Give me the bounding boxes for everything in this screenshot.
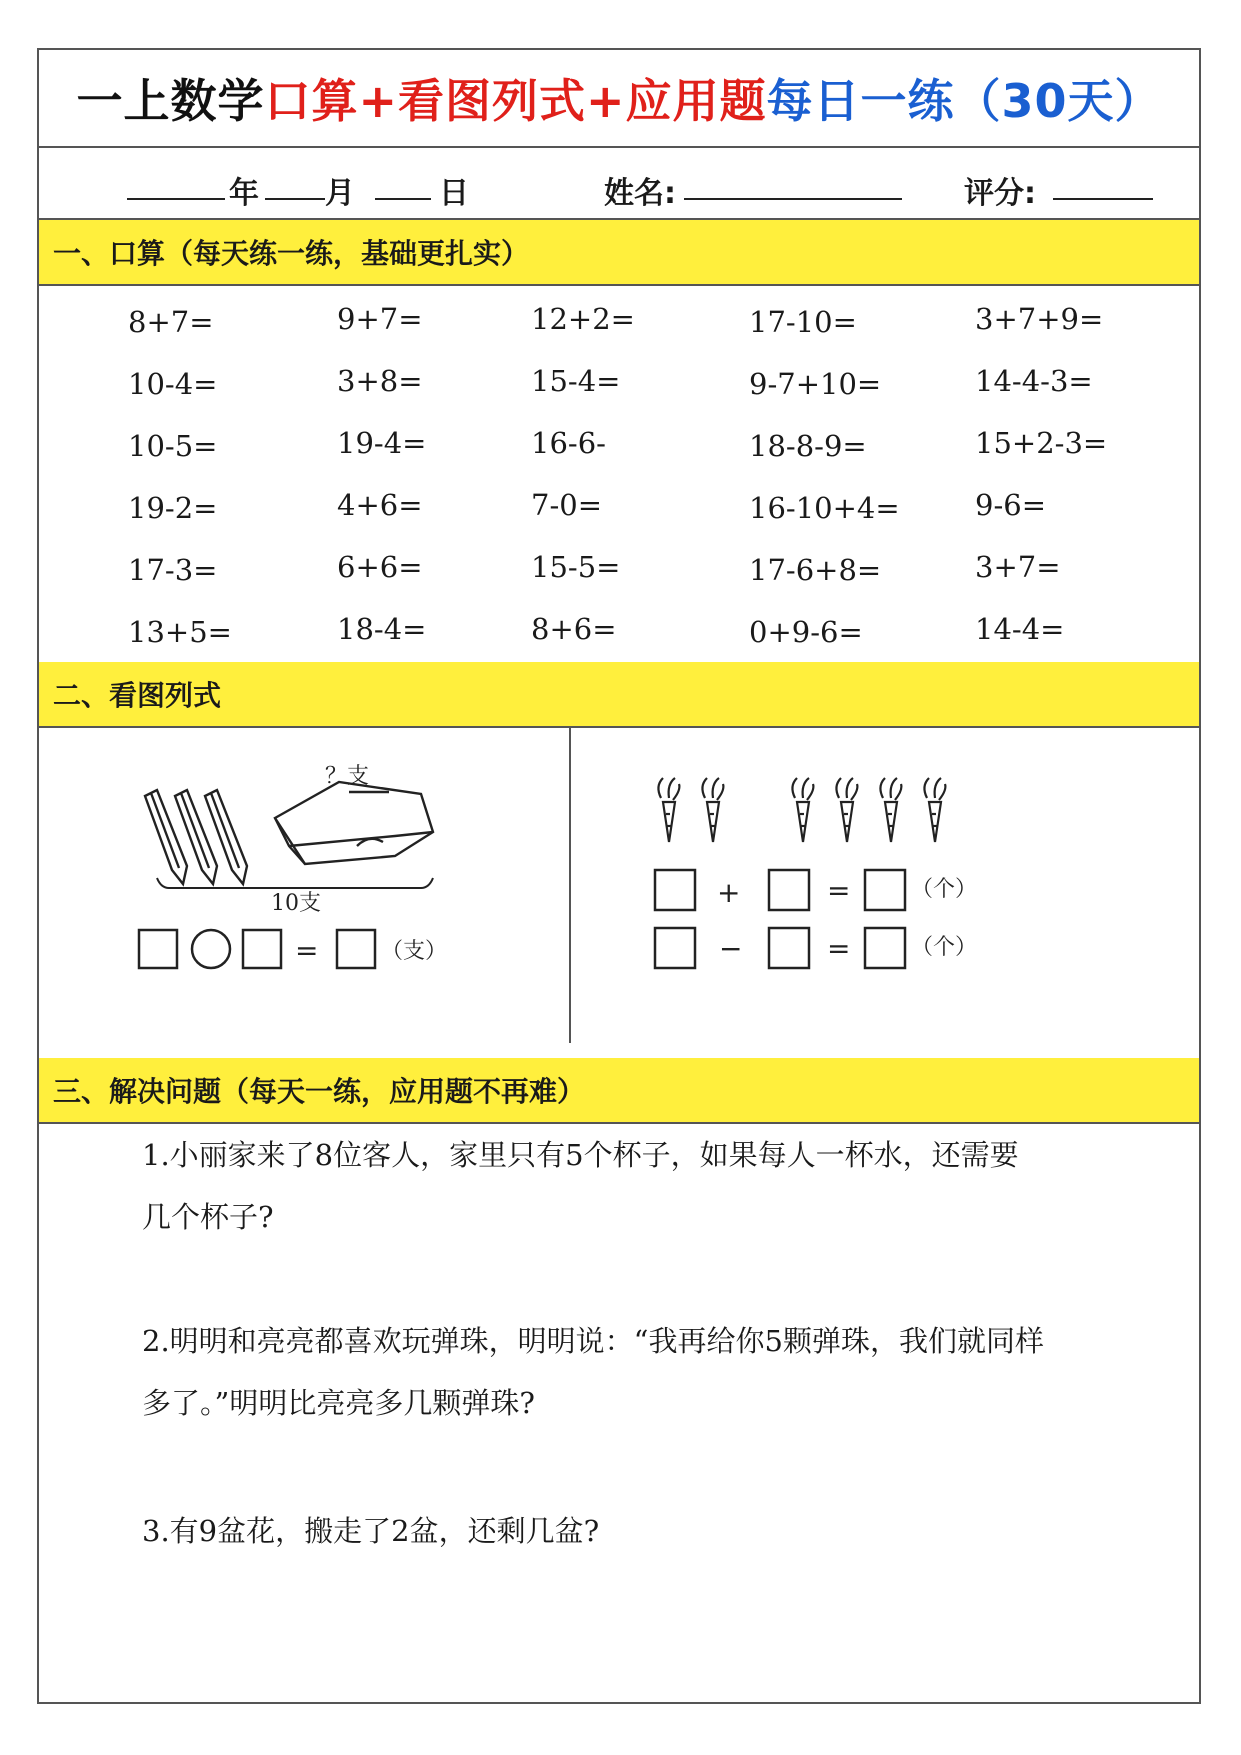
calc-item: 3+7= (975, 550, 1061, 584)
calc-item: 6+6= (337, 550, 423, 584)
carrot-icon (836, 778, 857, 842)
answer-box[interactable] (243, 930, 281, 968)
answer-box[interactable] (865, 870, 905, 910)
calc-item: 18-8-9= (749, 429, 867, 463)
calc-item: 17-6+8= (749, 553, 882, 587)
pencil-icon (145, 790, 187, 884)
worksheet-title (39, 50, 1199, 148)
title-part-topics: 口算+看图列式+应用题 (264, 74, 767, 128)
student-info-row (39, 148, 1199, 220)
equals-sign: = (827, 932, 851, 965)
calc-item: 15+2-3= (975, 426, 1108, 460)
calc-item: 19-4= (337, 426, 427, 460)
answer-box[interactable] (337, 930, 375, 968)
calc-item: 9+7= (337, 302, 423, 336)
answer-box[interactable] (139, 930, 177, 968)
worksheet (37, 48, 1201, 1704)
score-blank[interactable] (1053, 198, 1153, 200)
month-label: 月 (325, 176, 355, 211)
problem-text: 多了。”明明比亮亮多几颗弹珠? (142, 1386, 535, 1420)
pencils-figure (39, 728, 569, 1058)
year-blank[interactable] (127, 198, 225, 200)
calc-item: 3+8= (337, 364, 423, 398)
month-blank[interactable] (265, 198, 325, 200)
calc-item: 8+7= (128, 305, 214, 339)
pencil-icon (205, 790, 247, 884)
carrot-icon (658, 778, 679, 842)
title-part-grade: 一上数学 (76, 74, 265, 128)
calc-item: 17-10= (749, 305, 857, 339)
carrot-icon (924, 778, 945, 842)
calc-item: 15-5= (531, 550, 621, 584)
score-label: 评分: (964, 176, 1036, 211)
answer-box[interactable] (769, 870, 809, 910)
calc-item: 9-7+10= (749, 367, 882, 401)
name-label: 姓名: (604, 176, 676, 211)
calc-item: 17-3= (128, 553, 218, 587)
word-problem-2 (142, 1310, 1142, 1434)
pencil-icon (175, 790, 217, 884)
question-label: ？支 (325, 764, 370, 789)
problem-text: 2.明明和亮亮都喜欢玩弹珠，明明说：“我再给你5颗弹珠，我们就同样 (142, 1324, 1044, 1358)
problem-text: 几个杯子? (142, 1200, 274, 1234)
carrot-icon (702, 778, 723, 842)
calc-item: 13+5= (128, 615, 232, 649)
answer-box[interactable] (865, 928, 905, 968)
word-problems (39, 1124, 1199, 1704)
year-label: 年 (229, 176, 259, 211)
calc-item: 14-4= (975, 612, 1065, 646)
section-word-problems-heading: 三、解决问题（每天一练，应用题不再难） (39, 1058, 1199, 1124)
answer-box[interactable] (655, 928, 695, 968)
total-label: 10支 (271, 891, 321, 916)
answer-box[interactable] (655, 870, 695, 910)
carrot-icon (792, 778, 813, 842)
bracket-line (157, 878, 433, 888)
pencil-box-icon (275, 782, 433, 864)
calc-item: 0+9-6= (749, 615, 863, 649)
calc-item: 8+6= (531, 612, 617, 646)
calc-item: 16-6- (531, 426, 606, 460)
calc-item: 10-5= (128, 429, 218, 463)
calc-item: 9-6= (975, 488, 1046, 522)
calc-item: 10-4= (128, 367, 218, 401)
calc-item: 7-0= (531, 488, 602, 522)
calc-item: 12+2= (531, 302, 635, 336)
word-problem-1 (142, 1124, 1142, 1248)
name-blank[interactable] (684, 198, 902, 200)
calc-item: 4+6= (337, 488, 423, 522)
unit-label: （支） (381, 939, 448, 964)
calc-item: 14-4-3= (975, 364, 1093, 398)
day-label: 日 (439, 176, 469, 211)
calc-item: 3+7+9= (975, 302, 1104, 336)
problem-text: 3.有9盆花，搬走了2盆，还剩几盆? (142, 1514, 600, 1548)
plus-sign: + (717, 876, 741, 909)
carrot-icon (880, 778, 901, 842)
calc-item: 18-4= (337, 612, 427, 646)
picture-equation-area (39, 728, 1199, 1058)
minus-sign: − (719, 932, 743, 965)
calc-item: 19-2= (128, 491, 218, 525)
section-mental-math-heading: 一、口算（每天练一练，基础更扎实） (39, 220, 1199, 286)
section-picture-equation-heading: 二、看图列式 (39, 662, 1199, 728)
title-part-daily: 每日一练（30天） (766, 74, 1162, 128)
unit-label: （个） (911, 877, 978, 902)
operator-circle[interactable] (192, 930, 230, 968)
day-blank[interactable] (375, 198, 431, 200)
unit-label: （个） (911, 935, 978, 960)
word-problem-3 (142, 1500, 1142, 1562)
problem-text: 1.小丽家来了8位客人，家里只有5个杯子，如果每人一杯水，还需要 (142, 1138, 1019, 1172)
calc-item: 16-10+4= (749, 491, 900, 525)
answer-box[interactable] (769, 928, 809, 968)
calc-item: 15-4= (531, 364, 621, 398)
equals-sign: = (295, 934, 319, 967)
carrots-figure (571, 728, 1201, 1058)
equals-sign: = (827, 874, 851, 907)
